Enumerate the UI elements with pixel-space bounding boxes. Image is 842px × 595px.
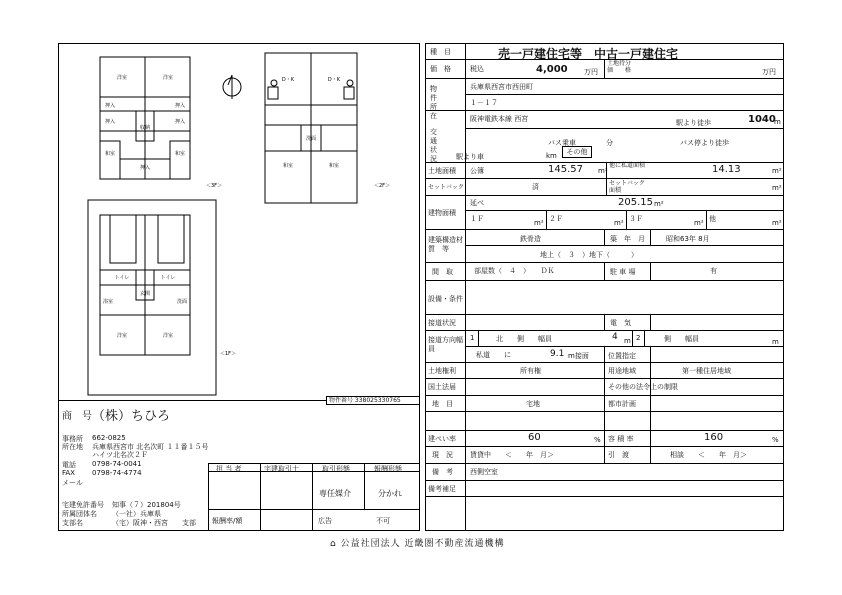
reward-label: 報酬率/額 (212, 517, 243, 525)
floor-label-2f: ＜2F＞ (373, 183, 391, 189)
total-area-unit: m² (654, 200, 664, 208)
svg-text:玄関: 玄関 (139, 291, 151, 297)
svg-text:押入: 押入 (104, 119, 116, 125)
status-value: 賃貸中 ＜ 年 月＞ (470, 451, 554, 459)
bus-stop-label: バス停より徒歩 (680, 139, 729, 147)
built-value: 昭和63年 8月 (666, 235, 710, 243)
svg-text:和室: 和室 (104, 151, 116, 157)
other-area-label: 他 (709, 215, 716, 223)
road-direction2: 側 幅員 (664, 335, 699, 343)
floorplan-2f (265, 53, 357, 203)
svg-text:押入: 押入 (139, 165, 151, 171)
city-planning-label: 都市計画 (608, 400, 636, 408)
land-category-label: 地 目 (432, 400, 453, 408)
building-area-label: 建物面積 (428, 209, 456, 217)
branch-name: （宅）阪神・西宮 支部 (112, 519, 196, 527)
fee-value: 分かれ (378, 489, 402, 498)
private-road-label: 他に私道面積 (609, 162, 646, 169)
position-designation-label: 位置指定 (608, 352, 636, 360)
road-contact-unit: m接面 (568, 352, 589, 360)
price-label: 価 格 (430, 65, 451, 73)
company-name: （株）ちひろ (92, 409, 171, 424)
land-rights-label: 土地権利 (428, 367, 456, 375)
floor-label-3f: ＜3F＞ (205, 183, 223, 189)
branch-label: 支部名 (62, 519, 83, 527)
trade-label: 商 号 (62, 411, 92, 422)
company-address2: ハイツ北名次２Ｆ (92, 451, 148, 459)
setback-label: セットバック (428, 184, 464, 191)
facilities-label: 設備・条件 (428, 295, 463, 303)
remarks-value: 西側空室 (470, 468, 498, 476)
company-tel: 0798-74-0041 (92, 460, 142, 468)
road-no1: 1 (470, 334, 475, 342)
coverage-label: 建ぺい率 (428, 435, 456, 443)
tel-label: 電話 (62, 461, 76, 469)
staff-label: 担 当 者 (216, 465, 242, 473)
svg-text:押入: 押入 (104, 103, 116, 109)
postal-code: 662-0825 (92, 434, 126, 442)
land-price-unit: 万円 (762, 68, 776, 76)
land-category-value: 宅地 (526, 400, 540, 408)
coverage-unit: % (594, 436, 601, 444)
handover-value: 相談 ＜ 年 月＞ (670, 451, 747, 459)
built-label: 築 年 月 (610, 235, 645, 243)
room-label: 洋室 (162, 75, 174, 81)
room-label: 洋室 (116, 75, 128, 81)
remarks-label: 備 考 (432, 468, 453, 476)
assoc-name: （一社）兵庫県 (112, 510, 161, 518)
floor3-unit: m² (694, 219, 704, 227)
footer-text: 公益社団法人 近畿圏不動産流通機構 (340, 539, 505, 549)
svg-text:洗面: 洗面 (176, 299, 188, 305)
structure-label: 建築構造材 質 等 (428, 236, 477, 253)
structure-value: 鉄骨造 (520, 235, 541, 243)
svg-text:和室: 和室 (174, 151, 186, 157)
svg-text:トイレ: トイレ (160, 275, 176, 281)
price-value: 4,000 (536, 64, 568, 75)
walk-label: 駅より徒歩 (676, 119, 711, 127)
other-restriction-label: その他の法令上の制限 (608, 383, 678, 391)
land-price-label: 土地持分価 格 (607, 60, 632, 74)
coverage-value: 60 (528, 432, 541, 443)
private-road-value: 14.13 (712, 164, 741, 175)
company-address: 兵庫県西宮市 北名次町 １１番１５号 (92, 443, 209, 451)
floor-label-1f: ＜1F＞ (219, 351, 237, 357)
svg-text:押入: 押入 (174, 103, 186, 109)
property-number: 物件番号 338025330765 (326, 396, 420, 405)
bus-label: バス乗車 (548, 139, 576, 147)
fee-label: 報酬形態 (374, 465, 402, 473)
total-area-value: 205.15 (618, 197, 653, 208)
walk-value: 1040 (748, 114, 776, 125)
transport-label: 交通状況 (430, 128, 437, 163)
road-direction: 北 側 幅員 (496, 335, 552, 343)
road-no2: 2 (636, 334, 641, 342)
floorplan-drawing (60, 45, 418, 398)
floor1-label: １Ｆ (470, 215, 484, 223)
svg-text:押入: 押入 (174, 119, 186, 125)
far-value: 160 (704, 432, 724, 443)
parking-value: 有 (710, 267, 717, 275)
road-type: 私道 に (476, 351, 511, 359)
svg-text:洋室: 洋室 (116, 333, 128, 339)
setback-value: 済 (532, 183, 539, 191)
private-road-unit: m² (772, 167, 782, 175)
location-address: 兵庫県西宮市西田町 (470, 83, 533, 91)
office-label: 事務所 (62, 435, 83, 443)
structure-floors: 地上（ ３ ）地下（ ） (540, 251, 638, 259)
location-lot: １－１７ (470, 99, 498, 107)
agent-label: 宅建取引士 (264, 465, 299, 473)
total-area-label: 延べ (470, 199, 484, 207)
license-number: 知事（７）201804号 (112, 501, 181, 509)
road-width2-unit: m (772, 338, 779, 346)
svg-text:D・K: D・K (327, 77, 341, 83)
ad-value: 不可 (376, 517, 390, 525)
svg-text:D・K: D・K (281, 77, 295, 83)
listing-title: 売一戸建住宅等 中古一戸建住宅 (498, 47, 679, 61)
license-label: 宅建免許番号 (62, 501, 104, 509)
floor2-label: ２Ｆ (549, 215, 563, 223)
form-label: 取引形態 (322, 465, 350, 473)
far-unit: % (772, 436, 779, 444)
km-unit: km (546, 152, 557, 160)
ad-label: 広告 (318, 517, 332, 525)
land-area-kind: 公簿 (470, 167, 484, 175)
form-value: 専任媒介 (319, 489, 351, 498)
parking-label: 駐 車 場 (610, 268, 636, 276)
svg-text:洋室: 洋室 (162, 333, 174, 339)
company-fax: 0798-74-4774 (92, 469, 142, 477)
transport-other: その他 (562, 146, 592, 158)
floor3-label: ３Ｆ (629, 215, 643, 223)
walk-unit: m (774, 118, 781, 126)
north-arrow-icon (223, 75, 241, 99)
assoc-label: 所属団体名 (62, 510, 97, 518)
floorplan-3f (100, 57, 190, 179)
national-land-label: 国土法届 (428, 383, 456, 391)
transport-line: 阪神電鉄本線 西宮 (470, 115, 529, 123)
location-label: 物件所在 (430, 85, 437, 120)
svg-text:収納: 収納 (139, 125, 151, 131)
far-label: 容 積 率 (608, 435, 634, 443)
address-label: 所在地 (62, 443, 83, 451)
org-logo-icon: ⌂ (330, 539, 337, 549)
price-prefix: 税込 (470, 65, 484, 73)
power-label: 電 気 (610, 319, 631, 327)
road-label: 接道方向幅 員 (428, 336, 470, 353)
land-area-label: 土地面積 (428, 167, 456, 175)
road-width: 4 (612, 332, 618, 342)
road-width-unit: m (624, 337, 631, 345)
setback-unit: m² (772, 184, 782, 192)
layout-label: 間 取 (432, 268, 453, 276)
land-area-unit: m² (598, 167, 608, 175)
mail-label: メール (62, 479, 83, 487)
use-zone-label: 用途地域 (608, 367, 636, 375)
price-unit: 万円 (584, 68, 598, 76)
setback-area-label: セットバック面積 (609, 180, 645, 194)
svg-text:和室: 和室 (282, 163, 294, 169)
floor2-unit: m² (614, 219, 624, 227)
layout-value: 部屋数（ ４ ） ＤＫ (474, 267, 555, 275)
svg-text:洗面: 洗面 (305, 136, 317, 142)
land-area-value: 145.57 (548, 164, 583, 175)
occupancy-label: 接道状況 (428, 319, 456, 327)
svg-text:浴室: 浴室 (102, 299, 114, 305)
handover-label: 引 渡 (608, 451, 629, 459)
svg-text:トイレ: トイレ (114, 275, 130, 281)
land-rights-value: 所有権 (520, 367, 541, 375)
svg-text:和室: 和室 (328, 163, 340, 169)
road-contact: 9.1 (550, 349, 565, 359)
footer-org (330, 536, 504, 549)
supplement-label: 備考補足 (428, 485, 456, 493)
fax-label: FAX (62, 469, 75, 477)
status-label: 現 況 (432, 451, 453, 459)
floorplan-1f (88, 200, 216, 395)
station-car-label: 駅より車 (456, 153, 484, 161)
other-area-unit: m² (772, 219, 782, 227)
use-zone-value: 第一種住居地域 (682, 367, 731, 375)
bus-minutes: 分 (606, 139, 613, 147)
floor1-unit: m² (534, 219, 544, 227)
category-label: 種 目 (430, 48, 451, 56)
